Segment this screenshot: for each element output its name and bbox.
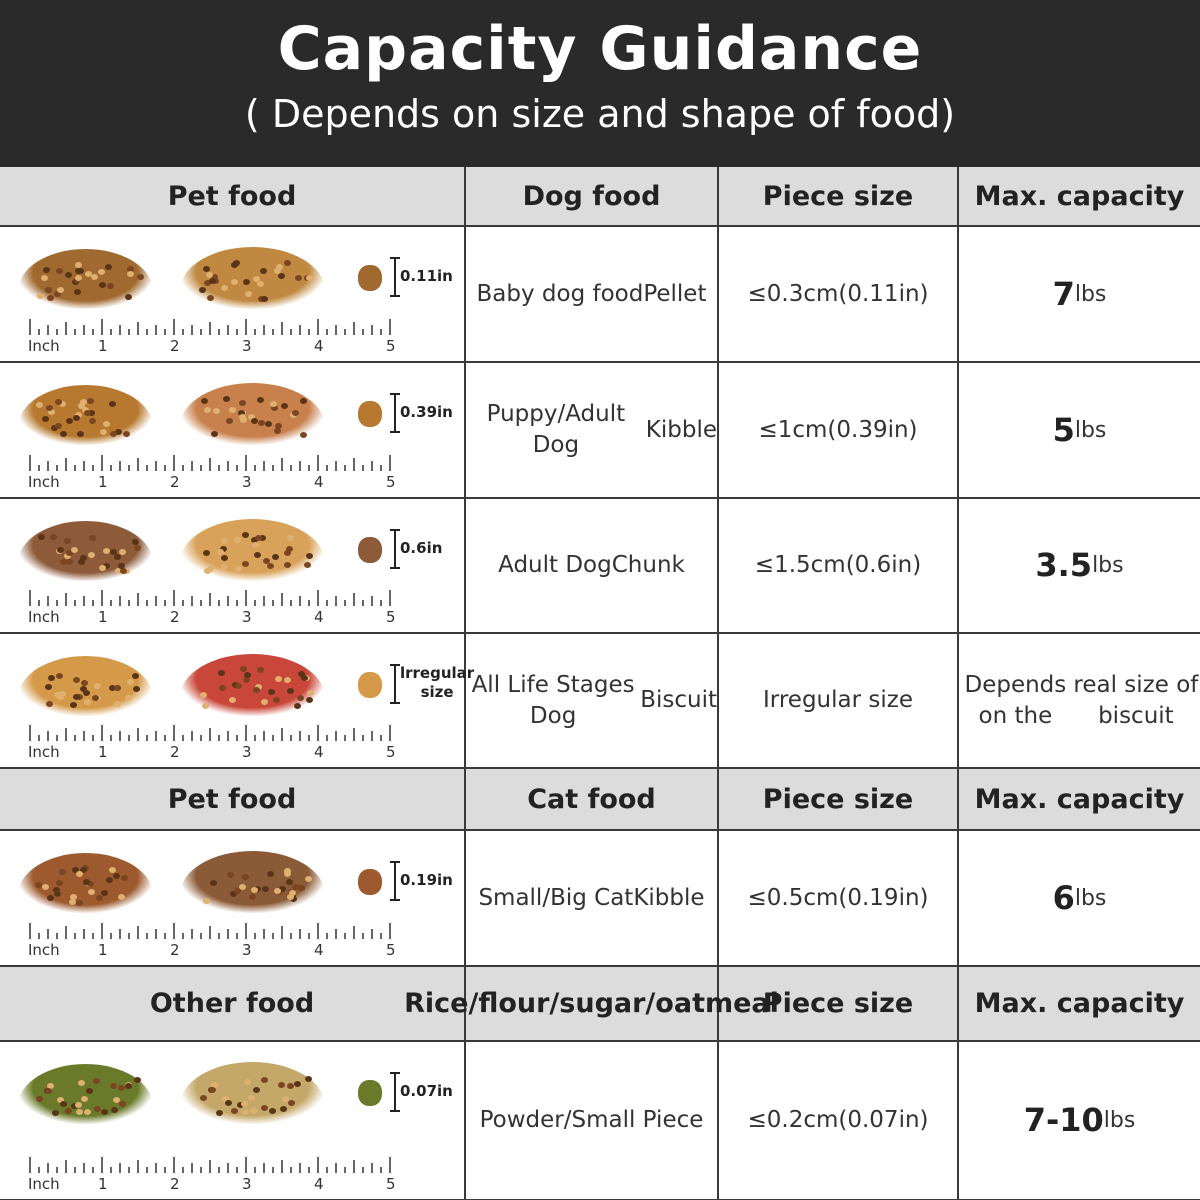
food-piece xyxy=(234,888,241,894)
header-label: Dog food xyxy=(522,180,661,212)
piece-size-cell xyxy=(719,831,959,965)
size-label-text: lrregular xyxy=(400,664,475,682)
inch-ruler xyxy=(26,588,396,628)
header-cell xyxy=(719,967,959,1040)
header-label: Piece size xyxy=(762,988,914,1019)
food-piece xyxy=(92,695,99,701)
size-label xyxy=(400,1082,453,1101)
table-row xyxy=(0,499,1200,634)
header-label: Max. capacity xyxy=(974,180,1185,212)
single-piece-icon xyxy=(358,401,382,427)
ruler-ticks xyxy=(26,723,396,743)
food-piece xyxy=(118,1085,125,1091)
food-piece xyxy=(56,880,63,886)
food-image-cell xyxy=(0,499,466,632)
food-piece xyxy=(46,405,53,411)
inch-ruler xyxy=(26,921,396,961)
food-piece xyxy=(261,699,268,705)
piece-size-text: ≤0.2cm(0.07in) xyxy=(747,1107,929,1133)
food-piece xyxy=(76,900,83,906)
food-piece xyxy=(91,274,98,280)
max-capacity-cell xyxy=(959,499,1200,632)
max-capacity-cell xyxy=(959,634,1200,767)
ruler-mark-label: 3 xyxy=(242,1175,252,1193)
capacity-number: 5 xyxy=(1052,410,1075,449)
food-piece xyxy=(59,869,66,875)
food-piece xyxy=(242,1109,249,1115)
food-type-text: Kibble xyxy=(645,416,717,443)
food-piece xyxy=(239,400,246,406)
header-cell xyxy=(404,967,779,1040)
food-piece xyxy=(110,549,117,555)
food-piece xyxy=(305,1076,312,1082)
food-piece xyxy=(275,676,282,682)
size-label xyxy=(400,539,442,558)
food-piece xyxy=(231,262,238,268)
size-label-text: size xyxy=(420,683,454,701)
food-piece xyxy=(221,538,228,544)
food-piece xyxy=(235,566,242,572)
food-piece xyxy=(287,688,294,694)
food-piece xyxy=(89,535,96,541)
capacity-unit: lbs xyxy=(1103,1108,1136,1133)
food-piece xyxy=(88,552,95,558)
capacity-table xyxy=(0,167,1200,1200)
header-label: Cat food xyxy=(527,783,656,815)
food-piece xyxy=(76,871,83,877)
max-capacity-text: real size of biscuit xyxy=(1073,671,1199,729)
food-piece xyxy=(207,295,214,301)
ruler-ticks xyxy=(26,588,396,608)
food-piece xyxy=(265,421,272,427)
food-pile-right xyxy=(180,1062,325,1124)
ruler-ticks xyxy=(26,453,396,473)
food-piece xyxy=(221,285,228,291)
ruler-mark-label: 3 xyxy=(242,608,252,626)
food-pile-left xyxy=(18,249,153,309)
ruler-unit-label: Inch xyxy=(28,473,60,491)
single-piece-icon xyxy=(358,672,382,698)
ruler-mark-label: 1 xyxy=(98,608,108,626)
piece-size-text: ≤1cm(0.39in) xyxy=(758,416,918,443)
food-piece xyxy=(294,703,301,709)
food-piece xyxy=(36,402,43,408)
section-header-row xyxy=(0,167,1200,227)
piece-size-text: ≤0.5cm(0.19in) xyxy=(747,884,929,911)
food-piece xyxy=(258,420,265,426)
single-piece-icon xyxy=(358,1080,382,1106)
piece-size-text: ≤1.5cm(0.6in) xyxy=(754,552,922,578)
header-label: Pet food xyxy=(167,783,297,815)
single-piece-icon xyxy=(358,869,382,895)
food-piece xyxy=(55,399,62,405)
piece-size-cell xyxy=(719,499,959,632)
food-piece xyxy=(213,408,220,414)
ruler-unit-label: Inch xyxy=(28,1175,60,1193)
piece-size-text: ≤0.3cm(0.11in) xyxy=(747,280,929,307)
food-type-text: Chunk xyxy=(611,552,685,578)
food-piece xyxy=(47,895,54,901)
piece-size-cell xyxy=(719,634,959,767)
food-piece xyxy=(57,287,64,293)
food-piece xyxy=(119,1101,126,1107)
max-capacity-cell xyxy=(959,1042,1200,1199)
food-piece xyxy=(268,689,275,695)
food-piece xyxy=(121,875,128,881)
table-row xyxy=(0,227,1200,363)
food-piece xyxy=(83,879,90,885)
food-piece xyxy=(306,553,313,559)
header-cell xyxy=(959,769,1200,829)
food-piece xyxy=(300,398,307,404)
food-piece xyxy=(84,1109,91,1115)
food-piece xyxy=(42,416,49,422)
food-type-cell xyxy=(466,634,719,767)
ruler-mark-label: 2 xyxy=(170,337,180,355)
food-type-cell xyxy=(466,1042,719,1199)
table-row xyxy=(0,1042,1200,1200)
max-capacity-text: Depends on the xyxy=(964,671,1067,729)
food-piece xyxy=(127,679,134,685)
food-piece xyxy=(50,534,57,540)
food-image-cell xyxy=(0,831,466,965)
food-type-text: All Life Stages Dog xyxy=(471,671,635,729)
ruler-mark-label: 3 xyxy=(242,473,252,491)
food-piece xyxy=(89,418,96,424)
food-piece xyxy=(123,431,130,437)
food-piece xyxy=(71,547,78,553)
ruler-mark-label: 4 xyxy=(314,941,324,959)
header-label: Piece size xyxy=(762,783,914,815)
ruler-mark-label: 1 xyxy=(98,743,108,761)
food-piece xyxy=(254,552,261,558)
capacity-unit: lbs xyxy=(1074,885,1107,911)
food-piece xyxy=(242,561,249,567)
food-piece xyxy=(46,701,53,707)
food-type-text: Small/Big Cat xyxy=(478,884,634,911)
food-piece xyxy=(249,894,256,900)
food-piece xyxy=(73,694,80,700)
food-piece xyxy=(253,1087,260,1093)
page-title: Capacity Guidance xyxy=(277,14,923,84)
header-label: sugar/oatmeal xyxy=(559,988,779,1019)
food-piece xyxy=(111,1107,118,1113)
ruler-unit-label: Inch xyxy=(28,941,60,959)
capacity-unit: lbs xyxy=(1074,417,1107,443)
food-type-text: Kibble xyxy=(633,884,705,911)
food-piece xyxy=(78,1080,85,1086)
food-piece xyxy=(211,431,218,437)
food-piece xyxy=(101,1109,108,1115)
food-piece xyxy=(307,690,314,696)
food-piece xyxy=(289,890,296,896)
food-piece xyxy=(244,672,251,678)
food-piece xyxy=(298,885,305,891)
food-piece xyxy=(118,894,125,900)
capacity-number: 3.5 xyxy=(1035,546,1093,584)
food-image-cell xyxy=(0,363,466,497)
max-capacity-cell xyxy=(959,227,1200,361)
food-type-cell xyxy=(466,363,719,497)
ruler-mark-label: 5 xyxy=(386,337,396,355)
header-cell xyxy=(0,769,466,829)
section-header-row xyxy=(0,769,1200,831)
ruler-mark-label: 1 xyxy=(98,337,108,355)
food-piece xyxy=(84,410,91,416)
piece-size-text: Irregular size xyxy=(763,687,913,713)
food-piece xyxy=(231,1108,238,1114)
food-pile-left xyxy=(18,521,153,581)
food-piece xyxy=(286,879,293,885)
food-piece xyxy=(110,431,117,437)
food-piece xyxy=(133,686,140,692)
size-label xyxy=(400,871,453,890)
size-label-text: 0.11in xyxy=(400,267,453,285)
food-piece xyxy=(77,268,84,274)
ruler-ticks xyxy=(26,317,396,337)
section-header-row xyxy=(0,967,1200,1042)
ruler-mark-label: 2 xyxy=(170,1175,180,1193)
size-label-text: 0.39in xyxy=(400,403,453,421)
food-piece xyxy=(132,539,139,545)
ruler-mark-label: 1 xyxy=(98,941,108,959)
size-label-text: 0.6in xyxy=(400,539,443,557)
single-piece-icon xyxy=(358,265,382,291)
ruler-mark-label: 5 xyxy=(386,941,396,959)
header-cell xyxy=(719,769,959,829)
ruler-mark-label: 3 xyxy=(242,743,252,761)
food-piece xyxy=(229,697,236,703)
food-piece xyxy=(76,1109,83,1115)
capacity-unit: lbs xyxy=(1074,281,1107,307)
header-label: Other food xyxy=(149,988,315,1019)
food-piece xyxy=(114,701,121,707)
food-piece xyxy=(272,554,279,560)
food-piece xyxy=(201,398,208,404)
table-row xyxy=(0,363,1200,499)
food-piece xyxy=(288,1100,295,1106)
header-cell xyxy=(0,967,466,1040)
inch-ruler xyxy=(26,723,396,763)
food-piece xyxy=(106,877,113,883)
food-piece xyxy=(292,884,299,890)
food-piece xyxy=(35,882,42,888)
food-piece xyxy=(284,868,291,874)
food-piece xyxy=(125,1083,132,1089)
header-label: Rice/flour/ xyxy=(404,988,560,1019)
food-piece xyxy=(284,562,291,568)
food-piece xyxy=(103,548,110,554)
capacity-number: 7 xyxy=(1052,274,1075,313)
header-cell xyxy=(0,167,466,225)
food-piece xyxy=(261,1077,268,1083)
ruler-mark-label: 3 xyxy=(242,337,252,355)
ruler-mark-label: 2 xyxy=(170,941,180,959)
header-label: Pet food xyxy=(167,180,297,212)
table-row xyxy=(0,831,1200,967)
food-piece xyxy=(278,1082,285,1088)
food-piece xyxy=(47,295,54,301)
food-type-text: Puppy/Adult Dog xyxy=(486,401,626,458)
page-header xyxy=(0,0,1200,167)
food-piece xyxy=(306,275,313,281)
food-pile-right xyxy=(180,519,325,581)
food-piece xyxy=(226,418,233,424)
ruler-mark-label: 5 xyxy=(386,1175,396,1193)
food-piece xyxy=(137,274,144,280)
food-piece xyxy=(65,272,72,278)
ruler-mark-label: 5 xyxy=(386,743,396,761)
table-row xyxy=(0,634,1200,769)
food-piece xyxy=(217,549,224,555)
header-cell xyxy=(959,167,1200,225)
max-capacity-cell xyxy=(959,363,1200,497)
header-label: Max. capacity xyxy=(974,783,1185,815)
food-piece xyxy=(300,432,307,438)
food-piece xyxy=(209,1087,216,1093)
food-type-cell xyxy=(466,499,719,632)
food-piece xyxy=(73,415,80,421)
food-type-text: Pellet xyxy=(643,280,707,307)
food-piece xyxy=(221,564,228,570)
piece-size-cell xyxy=(719,1042,959,1199)
size-label xyxy=(400,267,453,286)
inch-ruler xyxy=(26,317,396,357)
capacity-number: 7-10 xyxy=(1023,1101,1104,1139)
max-capacity-cell xyxy=(959,831,1200,965)
ruler-mark-label: 5 xyxy=(386,608,396,626)
ruler-unit-label: Inch xyxy=(28,608,60,626)
food-piece xyxy=(200,692,207,698)
page-subtitle: ( Depends on size and shape of food) xyxy=(244,92,956,136)
size-label-text: 0.19in xyxy=(400,871,453,889)
food-piece xyxy=(107,283,114,289)
ruler-ticks xyxy=(26,1155,396,1175)
ruler-mark-label: 4 xyxy=(314,608,324,626)
food-piece xyxy=(103,421,110,427)
food-piece xyxy=(101,890,108,896)
food-piece xyxy=(54,891,61,897)
food-image-cell xyxy=(0,634,475,767)
ruler-mark-label: 4 xyxy=(314,743,324,761)
food-piece xyxy=(45,1088,52,1094)
ruler-mark-label: 2 xyxy=(170,473,180,491)
ruler-mark-label: 4 xyxy=(314,1175,324,1193)
ruler-mark-label: 4 xyxy=(314,337,324,355)
food-piece xyxy=(245,291,252,297)
ruler-unit-label: Inch xyxy=(28,743,60,761)
single-piece-icon xyxy=(358,537,382,563)
food-piece xyxy=(199,287,206,293)
food-piece xyxy=(94,1106,101,1112)
capacity-number: 6 xyxy=(1052,878,1075,917)
food-piece xyxy=(110,1083,117,1089)
food-type-text: Baby dog food xyxy=(476,280,644,307)
ruler-mark-label: 2 xyxy=(170,743,180,761)
food-piece xyxy=(80,399,87,405)
food-piece xyxy=(203,266,210,272)
piece-size-cell xyxy=(719,227,959,361)
food-piece xyxy=(66,418,73,424)
food-piece xyxy=(75,1102,82,1108)
food-piece xyxy=(242,532,249,538)
food-piece xyxy=(244,1079,251,1085)
ruler-mark-label: 2 xyxy=(170,608,180,626)
food-piece xyxy=(257,667,264,673)
ruler-mark-label: 5 xyxy=(386,473,396,491)
food-type-text: Biscuit xyxy=(640,687,717,713)
ruler-unit-label: Inch xyxy=(28,337,60,355)
food-image-cell xyxy=(0,227,466,361)
ruler-ticks xyxy=(26,921,396,941)
food-type-cell xyxy=(466,831,719,965)
food-piece xyxy=(56,268,63,274)
food-piece xyxy=(248,1095,255,1101)
food-piece xyxy=(253,276,260,282)
food-piece xyxy=(119,549,126,555)
food-piece xyxy=(99,565,106,571)
size-label xyxy=(400,403,453,422)
header-cell xyxy=(466,167,719,225)
food-piece xyxy=(278,273,285,279)
food-piece xyxy=(221,555,228,561)
food-piece xyxy=(257,281,264,287)
header-cell xyxy=(466,769,719,829)
inch-ruler xyxy=(26,453,396,493)
food-type-text: Powder/Small Piece xyxy=(479,1107,704,1133)
food-piece xyxy=(260,268,267,274)
food-pile-left xyxy=(18,1064,153,1124)
header-label: Max. capacity xyxy=(974,988,1185,1019)
food-pile-right xyxy=(180,851,325,913)
size-label-text: 0.07in xyxy=(400,1082,453,1100)
ruler-mark-label: 1 xyxy=(98,473,108,491)
food-image-cell xyxy=(0,1042,466,1199)
food-piece xyxy=(45,287,52,293)
food-piece xyxy=(109,401,116,407)
ruler-mark-label: 1 xyxy=(98,1175,108,1193)
food-piece xyxy=(127,271,134,277)
ruler-mark-label: 3 xyxy=(242,941,252,959)
header-cell xyxy=(719,167,959,225)
ruler-mark-label: 4 xyxy=(314,473,324,491)
capacity-unit: lbs xyxy=(1092,553,1124,578)
inch-ruler xyxy=(26,1155,396,1195)
food-piece xyxy=(209,278,216,284)
food-type-cell xyxy=(466,227,719,361)
header-label: Piece size xyxy=(762,180,914,212)
food-piece xyxy=(273,697,280,703)
piece-size-cell xyxy=(719,363,959,497)
food-piece xyxy=(257,397,264,403)
size-label xyxy=(400,664,474,702)
food-type-text: Adult Dog xyxy=(498,552,612,578)
header-cell xyxy=(959,967,1200,1040)
food-piece xyxy=(37,293,44,299)
